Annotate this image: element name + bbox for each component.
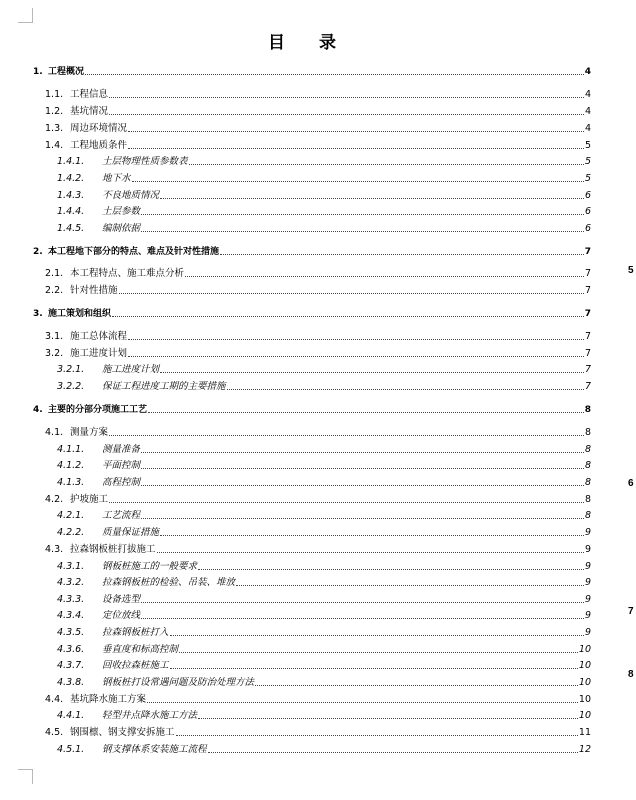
toc-entry-page-number: 5 [584,140,591,151]
dot-leader [132,180,584,182]
toc-entry-number: 4.2. [45,494,64,505]
toc-entry-title: 质量保证措施 [102,527,160,538]
toc-entry[interactable] [45,138,591,152]
toc-entry[interactable] [45,542,591,556]
dot-leader [189,163,584,165]
toc-entry-page-number: 10 [578,677,591,688]
dot-leader [220,253,584,255]
toc-entry[interactable] [57,608,591,622]
toc-entry-page-number: 7 [584,268,591,279]
dot-leader [119,292,584,294]
dot-leader [141,451,584,453]
dot-leader [141,230,584,232]
toc-entry[interactable] [45,692,591,706]
toc-entry-title: 拉森钢板桩打入 [102,627,169,638]
toc-entry[interactable] [45,283,591,297]
toc-entry-number: 4.4. [45,694,64,705]
dot-leader [236,584,584,586]
toc-entry[interactable] [57,171,591,185]
toc-entry-title: 主要的分部分项施工工艺 [48,405,148,415]
toc-entry[interactable] [57,625,591,639]
dot-leader [160,197,584,199]
toc-entry-title: 拉森钢板桩打拔施工 [70,544,156,555]
toc-entry[interactable] [45,266,591,280]
toc-entry-page-number: 5 [584,173,591,184]
toc-entry-page-number: 7 [584,348,591,359]
toc-entry-page-number: 4 [584,106,591,117]
toc-entry[interactable] [45,329,591,343]
toc-entry-number: 2.2. [45,285,64,296]
dot-leader [147,701,578,703]
toc-entry-number: 1. [33,67,43,77]
dot-leader [198,568,584,570]
toc-entry-number: 4.3.7. [57,660,85,671]
dot-leader [176,734,578,736]
dot-leader [109,96,584,98]
toc-entry-title: 土层参数 [102,206,141,217]
toc-entry-number: 4.4.1. [57,710,85,721]
toc-entry-page-number: 7 [584,309,591,319]
dot-leader [157,551,584,553]
toc-entry-title: 基坑降水施工方案 [70,694,147,705]
dot-leader [141,601,584,603]
toc-entry-page-number: 6 [584,223,591,234]
toc-entry-title: 不良地质情况 [102,190,160,201]
toc-entry-title: 测量准备 [102,444,141,455]
dot-leader [141,484,584,486]
toc-entry-page-number: 9 [584,610,591,621]
toc-entry-title: 设备选型 [102,594,141,605]
dot-leader [128,355,584,357]
toc-entry[interactable] [45,425,591,439]
toc-entry-number: 4.3.8. [57,677,85,688]
margin-marker: 8 [628,669,634,680]
toc-entry-number: 4.3.5. [57,627,85,638]
toc-entry-page-number: 10 [578,644,591,655]
toc-entry-title: 钢板桩打设常遇问题及防治处理方法 [102,677,255,688]
toc-entry-page-number: 9 [584,627,591,638]
toc-entry-page-number: 10 [578,694,591,705]
margin-marker: 6 [628,478,634,489]
toc-entry-title: 定位放线 [102,610,141,621]
toc-entry-number: 4.1.1. [57,444,85,455]
dot-leader [170,634,584,636]
toc-entry-page-number: 8 [584,510,591,521]
toc-entry-number: 4.3.2. [57,577,85,588]
toc-entry-title: 土层物理性质参数表 [102,156,188,167]
toc-entry-title: 轻型井点降水施工方法 [102,710,198,721]
toc-entry-title: 钢围檩、钢支撑安拆施工 [70,727,175,738]
toc-entry-title: 钢板桩施工的一般要求 [102,561,198,572]
toc-entry[interactable] [57,475,591,489]
toc-entry-page-number: 9 [584,594,591,605]
toc-entry-page-number: 6 [584,190,591,201]
toc-entry-number: 4.1.2. [57,460,85,471]
dot-leader [112,315,584,317]
toc-entry-title: 针对性措施 [70,285,118,296]
toc-entry[interactable] [45,121,591,135]
toc-entry-number: 4.1.3. [57,477,85,488]
toc-entry[interactable] [57,508,591,522]
dot-leader [141,213,584,215]
toc-entry-page-number: 8 [584,477,591,488]
toc-entry[interactable] [33,306,591,320]
toc-entry-number: 3.2.1. [57,364,85,375]
dot-leader [128,147,584,149]
dot-leader [141,517,584,519]
dot-leader [198,717,578,719]
toc-entry-number: 4.3.1. [57,561,85,572]
toc-entry-number: 3. [33,309,43,319]
toc-entry-page-number: 10 [578,710,591,721]
toc-entry[interactable] [57,575,591,589]
dot-leader [109,113,584,115]
toc-entry[interactable] [45,725,591,739]
toc-entry[interactable] [33,402,591,416]
toc-entry-title: 工程地质条件 [70,140,128,151]
toc-entry-number: 4.1. [45,427,64,438]
toc-entry-number: 4.2.1. [57,510,85,521]
dot-leader [141,467,584,469]
toc-entry-title: 施工进度计划 [70,348,128,359]
toc-entry-number: 4.2.2. [57,527,85,538]
toc-entry-page-number: 9 [584,577,591,588]
toc-entry-number: 2.1. [45,268,64,279]
toc-entry-number: 4. [33,405,43,415]
toc-entry-page-number: 4 [584,67,591,77]
toc-entry[interactable] [57,221,591,235]
dot-leader [128,130,584,132]
toc-entry-number: 4.5.1. [57,744,85,755]
toc-entry-page-number: 9 [584,544,591,555]
toc-entry-title: 工程信息 [70,89,109,100]
toc-entry[interactable] [57,379,591,393]
toc-entry-title: 工程概况 [48,67,85,77]
toc-entry-title: 本工程地下部分的特点、难点及针对性措施 [48,247,220,257]
toc-entry-number: 4.3. [45,544,64,555]
toc-entry-page-number: 8 [584,460,591,471]
toc-entry-page-number: 7 [584,285,591,296]
toc-entry-title: 测量方案 [70,427,109,438]
toc-entry-title: 地下水 [102,173,131,184]
toc-entry[interactable] [45,104,591,118]
margin-marker: 5 [628,265,634,276]
toc-entry-title: 基坑情况 [70,106,109,117]
toc-entry[interactable] [57,362,591,376]
toc-entry-title: 周边环境情况 [70,123,128,134]
toc-entry[interactable] [57,204,591,218]
toc-entry-number: 1.4.4. [57,206,85,217]
toc-entry-number: 1.4.2. [57,173,85,184]
toc-entry-number: 1.4.5. [57,223,85,234]
toc-entry-number: 3.1. [45,331,64,342]
toc-entry-title: 护坡施工 [70,494,109,505]
toc-entry-title: 本工程特点、施工难点分析 [70,268,185,279]
toc-entry-number: 4.5. [45,727,64,738]
toc-entry-title: 工艺流程 [102,510,141,521]
toc-entry-page-number: 12 [578,744,591,755]
page-title: 目 录 [268,33,350,53]
toc-entry-page-number: 7 [584,331,591,342]
toc-entry[interactable] [33,244,591,258]
toc-entry-page-number: 7 [584,381,591,392]
toc-entry-page-number: 7 [584,364,591,375]
dot-leader [160,534,584,536]
toc-entry-title: 施工策划和组织 [48,309,112,319]
toc-entry-number: 4.3.6. [57,644,85,655]
toc-entry[interactable] [57,742,591,756]
toc-entry-title: 垂直度和标高控制 [102,644,179,655]
toc-entry-title: 施工总体流程 [70,331,128,342]
toc-entry-title: 编制依据 [102,223,141,234]
toc-entry-page-number: 9 [584,527,591,538]
toc-entry-title: 回收拉森桩施工 [102,660,169,671]
toc-entry-title: 施工进度计划 [102,364,160,375]
toc-entry-number: 1.4.3. [57,190,85,201]
margin-marker: 7 [628,606,634,617]
dot-leader [185,275,584,277]
toc-entry-number: 4.3.4. [57,610,85,621]
toc-entry[interactable] [57,154,591,168]
toc-entry[interactable] [57,458,591,472]
toc-entry[interactable] [57,188,591,202]
toc-entry-page-number: 4 [584,89,591,100]
dot-leader [109,434,584,436]
toc-entry-number: 1.4. [45,140,64,151]
dot-leader [179,651,578,653]
dot-leader [85,73,584,75]
toc-entry-title: 保证工程进度工期的主要措施 [102,381,226,392]
toc-entry[interactable] [57,675,591,689]
toc-entry-title: 平面控制 [102,460,141,471]
toc-entry-page-number: 10 [578,660,591,671]
dot-leader [208,751,578,753]
dot-leader [128,338,584,340]
toc-entry-page-number: 8 [584,405,591,415]
dot-leader [148,411,584,413]
toc-entry-page-number: 8 [584,494,591,505]
dot-leader [109,501,584,503]
toc-entry[interactable] [57,592,591,606]
toc-entry-number: 1.1. [45,89,64,100]
toc-entry-number: 1.2. [45,106,64,117]
toc-entry[interactable] [45,492,591,506]
toc-entry-number: 3.2. [45,348,64,359]
toc-entry-title: 高程控制 [102,477,141,488]
toc-entry[interactable] [57,559,591,573]
toc-entry-number: 2. [33,247,43,257]
toc-entry-number: 1.3. [45,123,64,134]
toc-entry[interactable] [57,708,591,722]
toc-entry-title: 钢支撑体系安装施工流程 [102,744,207,755]
toc-entry-page-number: 8 [584,427,591,438]
toc-entry-page-number: 5 [584,156,591,167]
toc-entry[interactable] [57,525,591,539]
toc-entry[interactable] [57,658,591,672]
toc-entry-page-number: 9 [584,561,591,572]
dot-leader [255,684,578,686]
toc-entry-title: 拉森钢板桩的检验、吊装、堆放 [102,577,236,588]
toc-entry-page-number: 8 [584,444,591,455]
toc-entry-page-number: 11 [578,727,591,738]
toc-entry[interactable] [57,442,591,456]
toc-entry-page-number: 7 [584,247,591,257]
toc-entry-number: 1.4.1. [57,156,85,167]
dot-leader [170,667,578,669]
dot-leader [160,371,584,373]
toc-entry[interactable] [57,642,591,656]
toc-entry-number: 3.2.2. [57,381,85,392]
dot-leader [141,617,584,619]
toc-entry[interactable] [45,346,591,360]
toc-entry-page-number: 6 [584,206,591,217]
toc-entry-page-number: 4 [584,123,591,134]
toc-entry-number: 4.3.3. [57,594,85,605]
dot-leader [227,388,584,390]
toc-entry[interactable] [45,87,591,101]
toc-entry[interactable] [33,64,591,78]
